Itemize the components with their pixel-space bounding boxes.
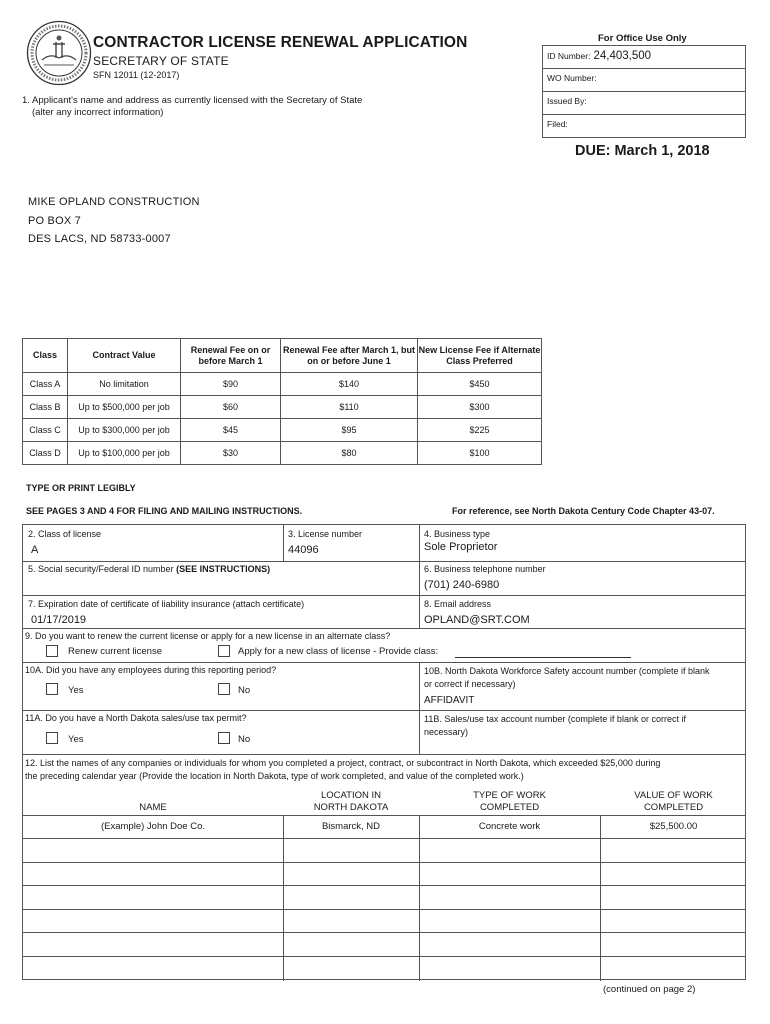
- projects-header-value: [600, 790, 747, 814]
- fee-cell: $95: [281, 419, 418, 442]
- divider: [23, 862, 745, 863]
- instruction-line-1: 1. Applicant's name and address as currently licensed with the Secretary of State: [22, 95, 363, 106]
- workforce-safety-label-2: or correct if necessary): [424, 679, 516, 689]
- federal-id-label-note: (SEE INSTRUCTIONS): [176, 564, 271, 574]
- form-number: SFN 12011 (12-2017): [93, 70, 180, 80]
- projects-header-location: [283, 790, 419, 814]
- fee-header-contract-value: Contract Value: [68, 339, 181, 373]
- divider: [419, 662, 420, 754]
- fee-table: [22, 338, 542, 465]
- alternate-class-field[interactable]: [455, 657, 631, 658]
- sales-tax-yes-checkbox[interactable]: [46, 732, 58, 744]
- fee-cell: $30: [181, 442, 281, 465]
- continued-note: (continued on page 2): [603, 984, 696, 995]
- projects-header-type-line-1: TYPE OF WORK: [473, 790, 546, 801]
- renew-or-alternate-label: 9. Do you want to renew the current license or apply for a new license in an alternate class?: [25, 631, 391, 641]
- due-date: DUE: March 1, 2018: [575, 143, 710, 159]
- projects-instruction-line-2: the preceding calendar year (Provide the location in North Dakota, type of work completed, and value of the completed work.): [25, 771, 524, 781]
- divider: [23, 754, 745, 755]
- fee-header-class: Class: [23, 339, 68, 373]
- projects-header-location-line-2: NORTH DAKOTA: [313, 802, 389, 813]
- reference-note: For reference, see North Dakota Century Code Chapter 43-07.: [452, 506, 715, 516]
- application-form: [22, 524, 746, 980]
- agency-name: SECRETARY OF STATE: [93, 54, 229, 68]
- fee-cell: Up to $300,000 per job: [68, 419, 181, 442]
- office-filed-row[interactable]: [543, 115, 745, 138]
- office-wo-row[interactable]: [543, 69, 745, 92]
- applicant-address-line-2: DES LACS, ND 58733-0007: [28, 233, 171, 245]
- email-label: 8. Email address: [424, 599, 492, 609]
- filing-instructions-note: SEE PAGES 3 AND 4 FOR FILING AND MAILING INSTRUCTIONS.: [26, 506, 303, 516]
- instruction-line-2: (alter any incorrect information): [32, 107, 164, 118]
- projects-header-location-line-1: LOCATION IN: [321, 790, 381, 801]
- divider: [23, 932, 745, 933]
- sales-tax-yes-label: Yes: [68, 734, 84, 745]
- employees-yes-label: Yes: [68, 685, 84, 696]
- office-issued-row[interactable]: [543, 92, 745, 115]
- employees-question-label: 10A. Did you have any employees during this reporting period?: [25, 665, 277, 675]
- divider: [23, 815, 745, 816]
- fee-table-row: [23, 396, 542, 419]
- print-legibly-note: TYPE OR PRINT LEGIBLY: [26, 483, 136, 493]
- email-field[interactable]: OPLAND@SRT.COM: [424, 614, 530, 626]
- business-type-label: 4. Business type: [424, 529, 491, 539]
- federal-id-label: [28, 564, 270, 574]
- applicant-name: MIKE OPLAND CONSTRUCTION: [28, 196, 200, 208]
- fee-cell: Class B: [23, 396, 68, 419]
- insurance-expiration-label: 7. Expiration date of certificate of liability insurance (attach certificate): [28, 599, 305, 609]
- office-filed-label: Filed:: [547, 119, 568, 129]
- office-id-value[interactable]: 24,403,500: [593, 50, 652, 62]
- fee-table-row: [23, 442, 542, 465]
- fee-header-renewal-after: Renewal Fee after March 1, but on or before June 1: [281, 339, 418, 373]
- fee-cell: $225: [418, 419, 542, 442]
- divider: [23, 909, 745, 910]
- sales-tax-account-label-1: 11B. Sales/use tax account number (complete if blank or correct if: [424, 714, 686, 724]
- divider: [23, 956, 745, 957]
- fee-cell: Class D: [23, 442, 68, 465]
- sales-tax-no-checkbox[interactable]: [218, 732, 230, 744]
- applicant-address-block[interactable]: [28, 193, 200, 249]
- license-number-field[interactable]: 44096: [288, 544, 319, 556]
- business-phone-field[interactable]: (701) 240-6980: [424, 579, 500, 591]
- office-id-label: ID Number:: [547, 51, 591, 61]
- fee-header-renewal-before: Renewal Fee on or before March 1: [181, 339, 281, 373]
- business-type-field[interactable]: Sole Proprietor: [424, 541, 498, 553]
- example-name: (Example) John Doe Co.: [100, 821, 206, 832]
- renew-current-label: Renew current license: [68, 646, 162, 657]
- office-wo-label: WO Number:: [547, 73, 597, 83]
- fee-cell: $110: [281, 396, 418, 419]
- form-title: CONTRACTOR LICENSE RENEWAL APPLICATION: [93, 34, 468, 51]
- office-use-box: [542, 45, 746, 138]
- fee-cell: Class C: [23, 419, 68, 442]
- office-use-title: For Office Use Only: [598, 33, 687, 44]
- divider: [600, 815, 601, 981]
- class-of-license-field[interactable]: A: [31, 544, 39, 556]
- workforce-safety-field[interactable]: AFFIDAVIT: [424, 695, 475, 706]
- business-phone-label: 6. Business telephone number: [424, 564, 546, 574]
- projects-header-type: [419, 790, 600, 814]
- fee-cell: $45: [181, 419, 281, 442]
- fee-table-row: [23, 373, 542, 396]
- applicant-instruction: [22, 95, 362, 119]
- divider: [23, 838, 745, 839]
- projects-header-value-line-1: VALUE OF WORK: [634, 790, 713, 801]
- fee-cell: $90: [181, 373, 281, 396]
- fee-cell: $300: [418, 396, 542, 419]
- fee-table-row: [23, 419, 542, 442]
- divider: [23, 885, 745, 886]
- fee-cell: Up to $100,000 per job: [68, 442, 181, 465]
- divider: [23, 662, 745, 663]
- license-number-label: 3. License number: [288, 529, 363, 539]
- divider: [23, 628, 745, 629]
- fee-header-new-license: New License Fee if Alternate Class Preferred: [418, 339, 542, 373]
- projects-header-name: NAME: [139, 802, 167, 813]
- example-location: Bismarck, ND: [321, 821, 381, 832]
- divider: [419, 525, 420, 628]
- employees-no-checkbox[interactable]: [218, 683, 230, 695]
- apply-new-class-label: Apply for a new class of license - Provide class:: [238, 646, 439, 657]
- example-type: Concrete work: [478, 821, 541, 832]
- fee-cell: $140: [281, 373, 418, 396]
- class-of-license-label: 2. Class of license: [28, 529, 102, 539]
- state-seal-logo: [26, 20, 92, 86]
- sales-tax-no-label: No: [238, 734, 251, 745]
- sales-tax-account-label-2: necessary): [424, 727, 469, 737]
- divider: [23, 595, 745, 596]
- apply-new-class-checkbox[interactable]: [218, 645, 230, 657]
- employees-no-label: No: [238, 685, 251, 696]
- employees-yes-checkbox[interactable]: [46, 683, 58, 695]
- fee-cell: $80: [281, 442, 418, 465]
- fee-table-header-row: [23, 339, 542, 373]
- fee-cell: $100: [418, 442, 542, 465]
- example-value: $25,500.00: [649, 821, 698, 832]
- applicant-address-line-1: PO BOX 7: [28, 214, 81, 227]
- fee-cell: $450: [418, 373, 542, 396]
- fee-cell: Up to $500,000 per job: [68, 396, 181, 419]
- projects-instruction-line-1: 12. List the names of any companies or individuals for whom you completed a project, contract, or subcontract in North Dakota, which exceeded $25,000 during: [25, 758, 661, 768]
- office-id-row: [543, 46, 745, 69]
- insurance-expiration-field[interactable]: 01/17/2019: [31, 614, 87, 626]
- divider: [23, 710, 745, 711]
- divider: [419, 815, 420, 981]
- office-issued-label: Issued By:: [547, 96, 587, 106]
- fee-cell: Class A: [23, 373, 68, 396]
- renew-current-checkbox[interactable]: [46, 645, 58, 657]
- workforce-safety-label-1: 10B. North Dakota Workforce Safety account number (complete if blank: [424, 666, 710, 676]
- fee-cell: No limitation: [68, 373, 181, 396]
- projects-header-type-line-2: COMPLETED: [479, 802, 540, 813]
- federal-id-label-text: 5. Social security/Federal ID number: [28, 564, 174, 574]
- sales-tax-question-label: 11A. Do you have a North Dakota sales/use tax permit?: [25, 713, 247, 723]
- divider: [283, 525, 284, 561]
- fee-cell: $60: [181, 396, 281, 419]
- divider: [23, 561, 745, 562]
- projects-header-value-line-2: COMPLETED: [643, 802, 704, 813]
- divider: [283, 815, 284, 981]
